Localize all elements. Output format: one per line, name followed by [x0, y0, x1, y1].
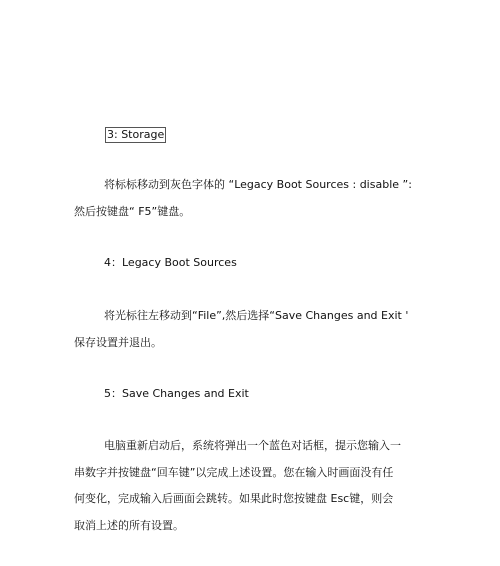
paragraph-2-line-2: 保存设置并退出。 — [74, 336, 162, 349]
paragraph-1-line-2: 然后按键盘“ F5”键盘。 — [74, 205, 191, 218]
paragraph-3-line-4: 取消上述的所有设置。 — [74, 519, 184, 532]
heading-legacy-boot-sources: 4：Legacy Boot Sources — [104, 256, 237, 269]
paragraph-2-line-1: 将光标往左移动到“File”,然后选择“Save Changes and Exit ' — [104, 309, 409, 322]
paragraph-3-line-1: 电脑重新启动后，系统将弹出一个蓝色对话框，提示您输入一 — [104, 439, 401, 452]
heading-storage: 3: Storage — [107, 128, 165, 141]
paragraph-3-line-2: 串数字并按键盘“回车键”以完成上述设置。您在输入时画面没有任 — [74, 466, 394, 479]
paragraph-1-line-1: 将标标移动到灰色字体的 “Legacy Boot Sources : disable ”: — [104, 178, 412, 191]
paragraph-3-line-3: 何变化，完成输入后画面会跳转。如果此时您按键盘 Esc键，则会 — [74, 492, 394, 505]
heading-save-changes: 5：Save Changes and Exit — [104, 387, 249, 400]
